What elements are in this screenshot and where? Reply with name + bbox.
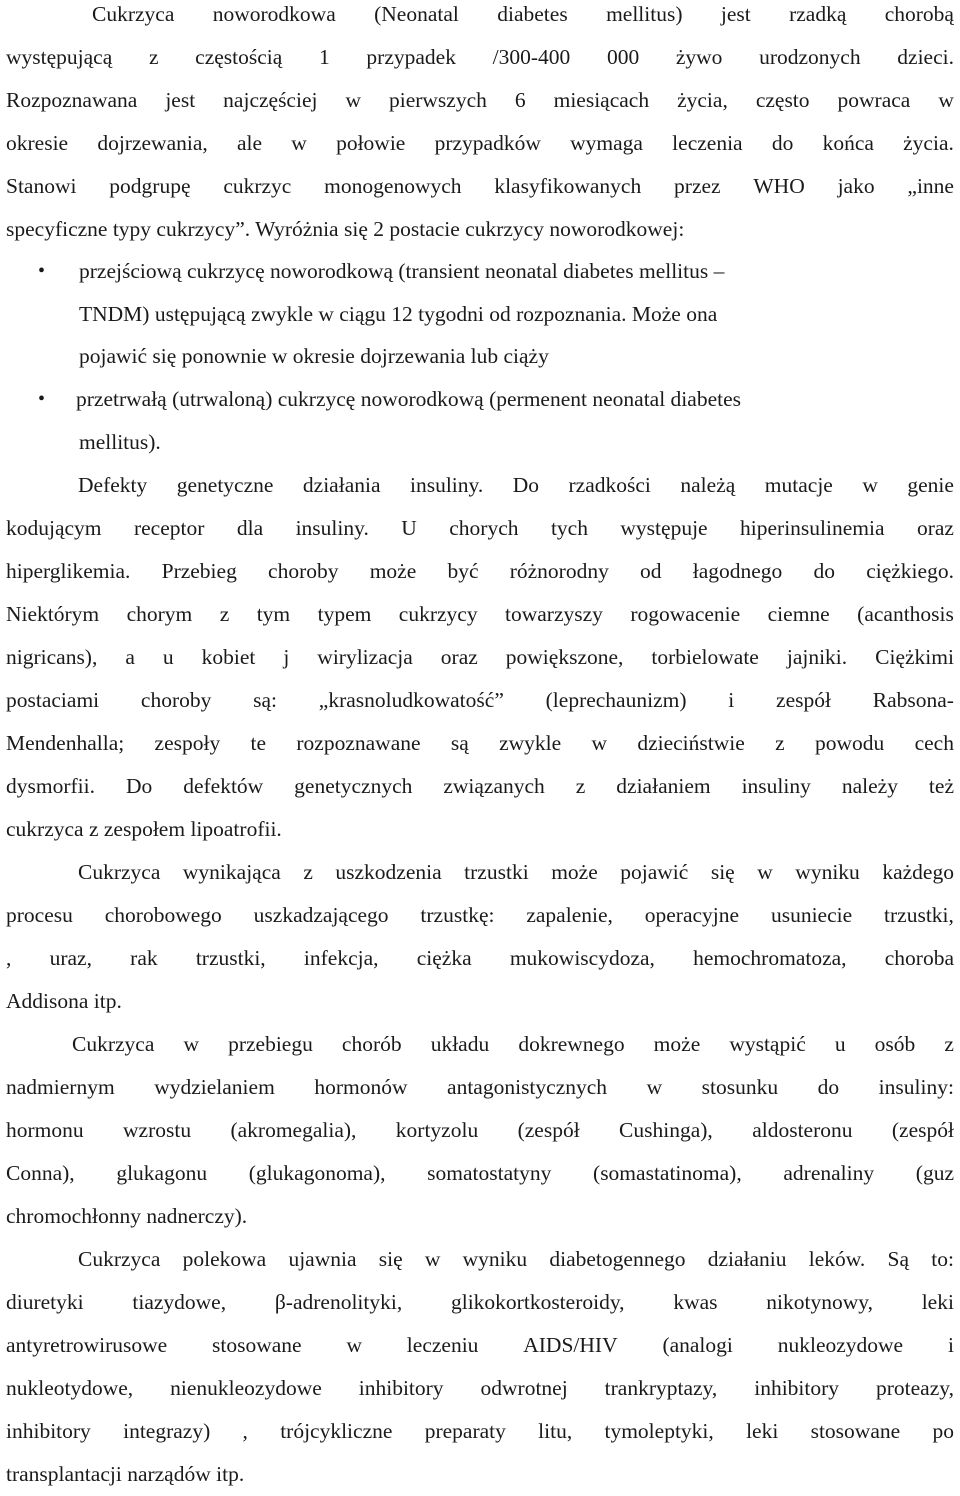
word: powraca — [837, 88, 911, 112]
word: zapalenie, — [526, 903, 613, 927]
word: z — [944, 1032, 954, 1056]
word: zespół — [776, 688, 831, 712]
word: do — [771, 131, 794, 155]
word: „inne — [907, 174, 954, 198]
text-line — [6, 1281, 954, 1324]
text-line — [6, 1410, 954, 1453]
word: ujawnia — [288, 1247, 357, 1271]
word: rzadkości — [568, 473, 651, 497]
bullet-line: mellitus). — [79, 430, 161, 454]
word: są: — [253, 688, 278, 712]
word: hormonów — [314, 1075, 408, 1099]
word: miesiącach — [553, 88, 650, 112]
word: trzustki, — [884, 903, 954, 927]
text-line — [6, 507, 954, 550]
word: choroby — [268, 559, 339, 583]
word: występuje — [620, 516, 708, 540]
word: dla — [236, 516, 264, 540]
text-line — [6, 593, 954, 636]
word: rzadką — [789, 2, 847, 26]
word: , — [242, 1419, 248, 1443]
text-line — [78, 851, 954, 894]
word: jest — [165, 88, 196, 112]
word: Cukrzyca — [72, 1032, 155, 1056]
word: chorych — [449, 516, 519, 540]
word: Niektórym — [6, 602, 100, 626]
word: nukleotydowe, — [6, 1376, 134, 1400]
word: β-adrenolityki, — [274, 1290, 403, 1314]
bullet-marker: • — [38, 260, 46, 282]
word: nienukleozydowe — [170, 1376, 322, 1400]
word: urodzonych — [759, 45, 861, 69]
word: od — [640, 559, 662, 583]
word: w — [591, 731, 608, 755]
word: leki — [746, 1419, 779, 1443]
word: Cushinga), — [619, 1118, 713, 1142]
word: okresie — [6, 131, 69, 155]
word: (acanthosis — [857, 602, 954, 626]
word: podgrupę — [109, 174, 191, 198]
word: Mendenhalla; — [6, 731, 125, 755]
text-line — [6, 550, 954, 593]
word: operacyjne — [644, 903, 740, 927]
word: trzustki, — [195, 946, 266, 970]
word: tymoleptyki, — [604, 1419, 714, 1443]
word: żywo — [675, 45, 723, 69]
word: nikotynowy, — [766, 1290, 873, 1314]
word: łagodnego — [692, 559, 783, 583]
word: się — [378, 1247, 403, 1271]
word: infekcja, — [303, 946, 379, 970]
word: w — [346, 1333, 362, 1357]
word: oraz — [440, 645, 478, 669]
word: 1 — [318, 45, 330, 69]
word: te — [250, 731, 267, 755]
word: rozpoznawane — [296, 731, 421, 755]
word: Rabsona- — [872, 688, 954, 712]
word: jest — [720, 2, 751, 26]
word: /300-400 — [492, 45, 571, 69]
word: proteazy, — [876, 1376, 954, 1400]
text-line — [6, 1066, 954, 1109]
bullet-line: TNDM) ustępującą zwykle w ciągu 12 tygodni od rozpoznania. Może ona — [79, 302, 718, 326]
word: często — [755, 88, 810, 112]
word: z — [148, 45, 159, 69]
text-line — [6, 79, 954, 122]
word: (analogi — [662, 1333, 733, 1357]
word: monogenowych — [324, 174, 462, 198]
word: to: — [931, 1247, 954, 1271]
text-line: Addisona itp. — [6, 989, 122, 1013]
word: działaniu — [707, 1247, 787, 1271]
word: jajniki. — [786, 645, 848, 669]
word: leczeniu — [406, 1333, 479, 1357]
word: powiększone, — [505, 645, 624, 669]
word: torbielowate — [651, 645, 759, 669]
word: polekowa — [182, 1247, 267, 1271]
word: hiperinsulinemia — [740, 516, 885, 540]
text-line — [78, 464, 954, 507]
word: ale — [237, 131, 263, 155]
word: działania — [302, 473, 381, 497]
word: litu, — [538, 1419, 573, 1443]
word: trzustkę: — [420, 903, 495, 927]
word: wzrostu — [123, 1118, 192, 1142]
word: rogowacenie — [630, 602, 741, 626]
text-line — [6, 1324, 954, 1367]
word: U — [401, 516, 417, 540]
word: połowie — [336, 131, 406, 155]
text-line — [6, 679, 954, 722]
word: (Neonatal — [374, 2, 459, 26]
word: defektów — [183, 774, 264, 798]
word: dojrzewania, — [97, 131, 208, 155]
text-line: specyficzne typy cukrzycy”. Wyróżnia się 2 postacie cukrzycy noworodkowej: — [6, 217, 685, 241]
word: 000 — [606, 45, 640, 69]
word: częstością — [195, 45, 283, 69]
word: przypadków — [434, 131, 541, 155]
word: trzustki — [464, 860, 529, 884]
word: WHO — [753, 174, 805, 198]
word: Conna), — [6, 1161, 75, 1185]
word: stosowane — [212, 1333, 302, 1357]
word: (zespół — [891, 1118, 954, 1142]
word: uszkadzającego — [253, 903, 389, 927]
word: może — [369, 559, 417, 583]
text-line — [6, 894, 954, 937]
word: oraz — [916, 516, 954, 540]
word: Defekty — [78, 473, 148, 497]
bullet-marker: • — [38, 388, 46, 410]
word: w — [291, 131, 307, 155]
word: (leprechaunizm) — [545, 688, 687, 712]
word: życia. — [903, 131, 954, 155]
word: się — [710, 860, 735, 884]
word: ciężka — [416, 946, 472, 970]
word: inhibitory — [754, 1376, 840, 1400]
word: mutacje — [764, 473, 833, 497]
word: w — [938, 88, 954, 112]
word: do — [817, 1075, 840, 1099]
word: wyniku — [795, 860, 860, 884]
text-line — [92, 0, 954, 36]
word: ciemne — [767, 602, 830, 626]
text-line: chromochłonny nadnerczy). — [6, 1204, 248, 1228]
word: zespoły — [154, 731, 221, 755]
word: może — [653, 1032, 701, 1056]
word: z — [775, 731, 785, 755]
word: po — [932, 1419, 954, 1443]
word: pojawić — [620, 860, 689, 884]
word: Cukrzyca — [78, 860, 161, 884]
word: może — [551, 860, 598, 884]
word: nadmiernym — [6, 1075, 115, 1099]
word: występującą — [6, 45, 113, 69]
word: (somastatinoma), — [593, 1161, 742, 1185]
word: należy — [841, 774, 898, 798]
word: leczenia — [672, 131, 743, 155]
word: w — [862, 473, 878, 497]
word: zwykle — [499, 731, 562, 755]
word: preparaty — [424, 1419, 506, 1443]
word: są — [450, 731, 469, 755]
word: z — [303, 860, 313, 884]
word: somatostatyny — [427, 1161, 552, 1185]
word: w — [646, 1075, 663, 1099]
word: Cukrzyca — [78, 1247, 161, 1271]
word: chorym — [126, 602, 193, 626]
word: związanych — [443, 774, 545, 798]
word: w — [757, 860, 773, 884]
word: tym — [256, 602, 291, 626]
word: z — [575, 774, 586, 798]
word: inhibitory — [6, 1419, 91, 1443]
word: życia, — [677, 88, 728, 112]
word: diabetogennego — [549, 1247, 686, 1271]
word: przebiegu — [228, 1032, 313, 1056]
word: cukrzyc — [223, 174, 292, 198]
word: z — [219, 602, 230, 626]
word: diuretyki — [6, 1290, 84, 1314]
word: układu — [430, 1032, 490, 1056]
word: pierwszych — [388, 88, 487, 112]
word: cech — [914, 731, 954, 755]
word: stosowane — [810, 1419, 901, 1443]
word: odwrotnej — [480, 1376, 568, 1400]
word: osób — [874, 1032, 916, 1056]
text-line — [6, 165, 954, 208]
text-line — [6, 722, 954, 765]
word: i — [728, 688, 735, 712]
word: u — [162, 645, 174, 669]
word: postaciami — [6, 688, 100, 712]
word: insuliny. — [409, 473, 484, 497]
word: „krasnoludkowatość” — [318, 688, 504, 712]
word: wynikająca — [182, 860, 281, 884]
word: inhibitory — [358, 1376, 444, 1400]
word: Do — [125, 774, 153, 798]
word: aldosteronu — [752, 1118, 853, 1142]
word: diabetes — [497, 2, 568, 26]
word: chorobą — [884, 2, 954, 26]
word: Cukrzyca — [92, 2, 175, 26]
word: wystąpić — [729, 1032, 806, 1056]
word: choroby — [140, 688, 212, 712]
word: nigricans), — [6, 645, 98, 669]
text-line: cukrzyca z zespołem lipoatrofii. — [6, 817, 282, 841]
word: Do — [512, 473, 540, 497]
word: w — [345, 88, 361, 112]
word: Przebieg — [161, 559, 237, 583]
word: cukrzycy — [398, 602, 478, 626]
bullet-line: przetrwałą (utrwaloną) cukrzycę noworodkową (permenent neonatal diabetes — [76, 387, 741, 411]
word: dokrewnego — [518, 1032, 625, 1056]
word: , — [6, 946, 12, 970]
text-line — [6, 122, 954, 165]
text-line — [72, 1023, 954, 1066]
word: (guz — [915, 1161, 954, 1185]
word: kodującym — [6, 516, 102, 540]
word: adrenaliny — [783, 1161, 875, 1185]
word: dzieciństwie — [637, 731, 745, 755]
word: Rozpoznawana — [6, 88, 138, 112]
word: być — [447, 559, 479, 583]
word: genetycznych — [294, 774, 413, 798]
word: wymaga — [570, 131, 643, 155]
word: jako — [837, 174, 875, 198]
word: chorób — [341, 1032, 402, 1056]
word: hormonu — [6, 1118, 84, 1142]
word: do — [813, 559, 835, 583]
word: trankryptazy, — [604, 1376, 718, 1400]
word: leki — [921, 1290, 954, 1314]
word: kobiet — [201, 645, 256, 669]
word: noworodkowa — [212, 2, 336, 26]
word: insuliny — [741, 774, 811, 798]
bullet-line: pojawić się ponownie w okresie dojrzewania lub ciąży — [79, 344, 549, 368]
word: tiazydowe, — [132, 1290, 227, 1314]
word: Stanowi — [6, 174, 77, 198]
text-line — [6, 1109, 954, 1152]
text-line — [6, 1367, 954, 1410]
word: choroba — [884, 946, 954, 970]
word: glikokortkosteroidy, — [450, 1290, 625, 1314]
word: (zespół — [517, 1118, 580, 1142]
text-line: transplantacji narządów itp. — [6, 1462, 245, 1486]
word: też — [928, 774, 954, 798]
word: wyniku — [462, 1247, 528, 1271]
word: 6 — [514, 88, 526, 112]
bullet-line: przejściową cukrzycę noworodkową (transient neonatal diabetes mellitus – — [79, 259, 725, 283]
word: (glukagonoma), — [248, 1161, 386, 1185]
text-line — [6, 1152, 954, 1195]
word: insuliny. — [295, 516, 369, 540]
word: wirylizacja — [317, 645, 413, 669]
word: genie — [907, 473, 954, 497]
word: uraz, — [49, 946, 92, 970]
word: typem — [317, 602, 372, 626]
word: hemochromatoza, — [693, 946, 847, 970]
word: (akromegalia), — [230, 1118, 357, 1142]
word: uszkodzenia — [335, 860, 442, 884]
text-line — [78, 1238, 954, 1281]
word: towarzyszy — [505, 602, 603, 626]
word: Są — [887, 1247, 910, 1271]
word: powodu — [814, 731, 885, 755]
word: a — [125, 645, 135, 669]
word: ciężkiego. — [866, 559, 954, 583]
word: każdego — [882, 860, 954, 884]
word: antagonistycznych — [447, 1075, 608, 1099]
word: trójcykliczne — [280, 1419, 393, 1443]
word: glukagonu — [116, 1161, 208, 1185]
word: usuniecie — [770, 903, 853, 927]
word: końca — [822, 131, 874, 155]
word: stosunku — [701, 1075, 779, 1099]
word: w — [183, 1032, 199, 1056]
word: należą — [680, 473, 736, 497]
word: chorobowego — [104, 903, 222, 927]
word: najczęściej — [223, 88, 318, 112]
word: receptor — [133, 516, 205, 540]
word: klasyfikowanych — [494, 174, 642, 198]
word: dysmorfii. — [6, 774, 95, 798]
word: wydzielaniem — [154, 1075, 275, 1099]
word: przez — [674, 174, 721, 198]
word: insuliny: — [878, 1075, 954, 1099]
word: mukowiscydoza, — [509, 946, 655, 970]
text-line — [6, 765, 954, 808]
text-line — [6, 36, 954, 79]
text-line — [6, 937, 954, 980]
word: procesu — [6, 903, 73, 927]
word: mellitus) — [606, 2, 683, 26]
word: u — [834, 1032, 846, 1056]
word: AIDS/HIV — [523, 1333, 618, 1357]
word: w — [424, 1247, 441, 1271]
word: rak — [130, 946, 158, 970]
word: tych — [550, 516, 588, 540]
word: antyretrowirusowe — [6, 1333, 168, 1357]
word: genetyczne — [176, 473, 274, 497]
text-line — [6, 636, 954, 679]
word: Ciężkimi — [875, 645, 954, 669]
word: kortyzolu — [395, 1118, 479, 1142]
word: przypadek — [366, 45, 456, 69]
word: leków. — [808, 1247, 866, 1271]
word: dzieci. — [897, 45, 954, 69]
word: działaniem — [616, 774, 711, 798]
word: nukleozydowe — [777, 1333, 904, 1357]
word: kwas — [673, 1290, 718, 1314]
word: różnorodny — [509, 559, 609, 583]
word: integrazy) — [123, 1419, 211, 1443]
word: hiperglikemia. — [6, 559, 131, 583]
word: i — [947, 1333, 954, 1357]
word: j — [283, 645, 290, 669]
